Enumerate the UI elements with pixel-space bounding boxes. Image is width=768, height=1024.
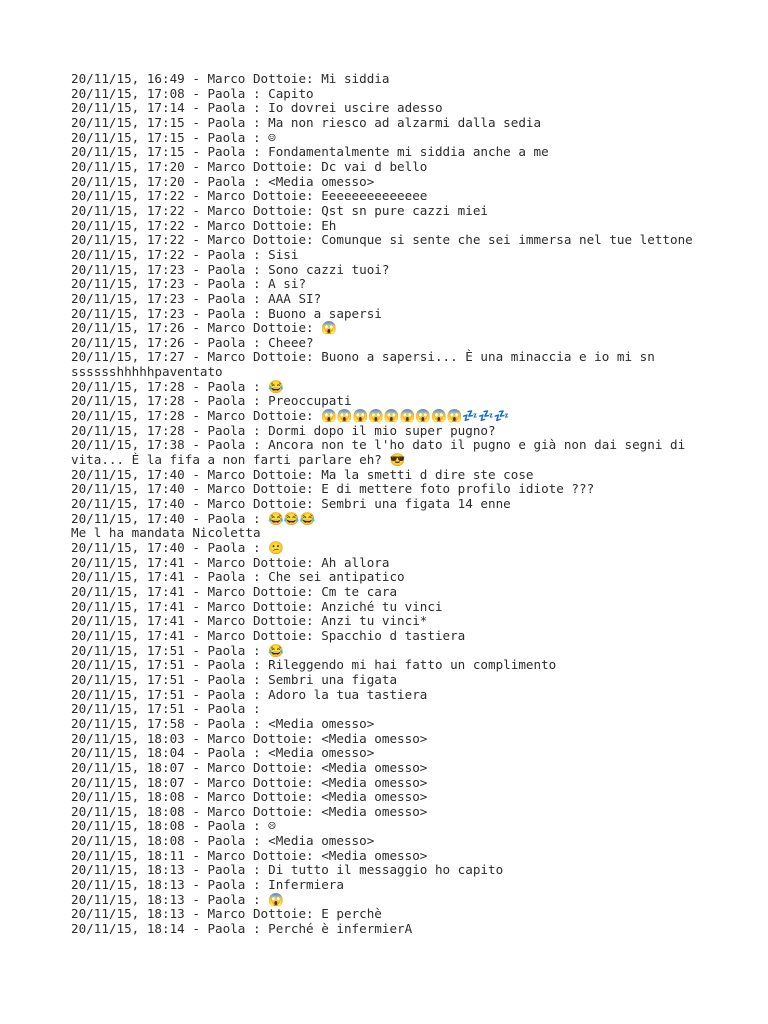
- transcript-line: 20/11/15, 18:14 - Paola : Perché è infermierA: [71, 921, 413, 937]
- transcript-line: 20/11/15, 17:15 - Paola : ☺: [71, 129, 276, 145]
- transcript-line: 20/11/15, 17:22 - Marco Dottoie: Comunque si sente che sei immersa nel tue lettone: [71, 232, 693, 248]
- transcript-line: 20/11/15, 17:20 - Paola : <Media omesso>: [71, 173, 375, 189]
- transcript-line: 20/11/15, 16:49 - Marco Dottoie: Mi siddia: [71, 71, 390, 86]
- transcript-line: 20/11/15, 17:51 - Paola : Adoro la tua tastiera: [71, 686, 428, 702]
- transcript-line: 20/11/15, 17:15 - Paola : Fondamentalmente mi siddia anche a me: [71, 144, 549, 160]
- transcript-line: 20/11/15, 17:51 - Paola :: [71, 701, 261, 717]
- transcript-line: 20/11/15, 18:08 - Marco Dottoie: <Media omesso>: [71, 803, 428, 819]
- transcript-line: 20/11/15, 17:26 - Marco Dottoie: 😱: [71, 320, 337, 336]
- transcript-line: 20/11/15, 17:22 - Marco Dottoie: Eeeeeeeeeeeeee: [71, 188, 428, 204]
- transcript-line: 20/11/15, 17:22 - Marco Dottoie: Qst sn pure cazzi miei: [71, 202, 489, 218]
- transcript-line: 20/11/15, 18:04 - Paola : <Media omesso>: [71, 745, 375, 761]
- transcript-line: 20/11/15, 17:41 - Marco Dottoie: Ah allora: [71, 554, 390, 570]
- transcript-line: 20/11/15, 17:40 - Paola : 😕: [71, 540, 284, 555]
- transcript-line: 20/11/15, 17:40 - Marco Dottoie: Sembri una figata 14 enne: [71, 496, 511, 512]
- transcript-line: 20/11/15, 17:22 - Paola : Sisi: [71, 246, 299, 262]
- transcript-line: 20/11/15, 17:22 - Marco Dottoie: Eh: [71, 217, 337, 233]
- transcript-line: 20/11/15, 18:07 - Marco Dottoie: <Media omesso>: [71, 759, 428, 775]
- transcript-line: 20/11/15, 18:13 - Marco Dottoie: E perchè: [71, 906, 382, 922]
- transcript-line: 20/11/15, 17:20 - Marco Dottoie: Dc vai d bello: [71, 158, 428, 174]
- chat-transcript: [71, 72, 701, 937]
- transcript-line: 20/11/15, 18:08 - Paola : ☹: [71, 818, 276, 834]
- transcript-line: 20/11/15, 17:41 - Paola : Che sei antipatico: [71, 569, 405, 585]
- transcript-line: 20/11/15, 17:26 - Paola : Cheee?: [71, 334, 314, 350]
- transcript-line: 20/11/15, 17:51 - Paola : 😂: [71, 642, 284, 658]
- transcript-line: 20/11/15, 17:23 - Paola : Sono cazzi tuoi?: [71, 261, 390, 277]
- transcript-line: 20/11/15, 17:58 - Paola : <Media omesso>: [71, 715, 375, 731]
- transcript-line: 20/11/15, 18:08 - Paola : <Media omesso>: [71, 833, 375, 849]
- transcript-line: 20/11/15, 18:13 - Paola : Di tutto il messaggio ho capito: [71, 862, 504, 878]
- transcript-line: 20/11/15, 17:41 - Marco Dottoie: Cm te cara: [71, 583, 398, 599]
- transcript-line: 20/11/15, 17:40 - Marco Dottoie: E di mettere foto profilo idiote ???: [71, 481, 595, 497]
- transcript-line: 20/11/15, 17:28 - Paola : Dormi dopo il mio super pugno?: [71, 422, 496, 438]
- transcript-line: 20/11/15, 18:13 - Paola : Infermiera: [71, 877, 344, 893]
- transcript-line: 20/11/15, 17:28 - Paola : Preoccupati: [71, 393, 352, 409]
- transcript-line: 20/11/15, 17:08 - Paola : Capito: [71, 85, 314, 101]
- transcript-line: 20/11/15, 17:15 - Paola : Ma non riesco ad alzarmi dalla sedia: [71, 114, 542, 130]
- transcript-line: 20/11/15, 18:07 - Marco Dottoie: <Media omesso>: [71, 774, 428, 790]
- transcript-line: 20/11/15, 17:51 - Paola : Sembri una figata: [71, 671, 398, 687]
- transcript-line: 20/11/15, 18:13 - Paola : 😱: [71, 891, 284, 907]
- transcript-line: 20/11/15, 17:41 - Marco Dottoie: Anziché tu vinci: [71, 598, 443, 614]
- transcript-line: 20/11/15, 17:23 - Paola : AAA SI?: [71, 290, 322, 306]
- transcript-line: 20/11/15, 17:27 - Marco Dottoie: Buono a sapersi... È una minaccia e io mi sn sssssshhhhhpaventato: [71, 349, 663, 380]
- transcript-line: 20/11/15, 17:41 - Marco Dottoie: Anzi tu vinci*: [71, 613, 428, 629]
- transcript-line: 20/11/15, 17:51 - Paola : Rileggendo mi hai fatto un complimento: [71, 657, 557, 673]
- transcript-line: 20/11/15, 17:28 - Paola : 😂: [71, 378, 284, 394]
- transcript-line: 20/11/15, 17:23 - Paola : A si?: [71, 276, 307, 292]
- transcript-line: 20/11/15, 18:11 - Marco Dottoie: <Media omesso>: [71, 847, 428, 863]
- transcript-line: 20/11/15, 17:41 - Marco Dottoie: Spacchio d tastiera: [71, 627, 466, 643]
- transcript-line: 20/11/15, 18:08 - Marco Dottoie: <Media omesso>: [71, 789, 428, 805]
- transcript-line: 20/11/15, 17:14 - Paola : Io dovrei uscire adesso: [71, 100, 443, 116]
- transcript-line: 20/11/15, 17:40 - Paola : 😂😂😂 Me l ha mandata Nicoletta: [71, 510, 316, 541]
- transcript-line: 20/11/15, 17:38 - Paola : Ancora non te l'ho dato il pugno e già non dai segni di vita... È la fifa a non farti parlare eh? 😎: [71, 437, 693, 468]
- transcript-line: 20/11/15, 17:40 - Marco Dottoie: Ma la smetti d dire ste cose: [71, 466, 534, 482]
- transcript-line: 20/11/15, 18:03 - Marco Dottoie: <Media omesso>: [71, 730, 428, 746]
- transcript-line: 20/11/15, 17:23 - Paola : Buono a sapersi: [71, 305, 382, 321]
- transcript-line: 20/11/15, 17:28 - Marco Dottoie: 😱😱😱😱😱😱😱😱😱💤💤💤: [71, 408, 510, 424]
